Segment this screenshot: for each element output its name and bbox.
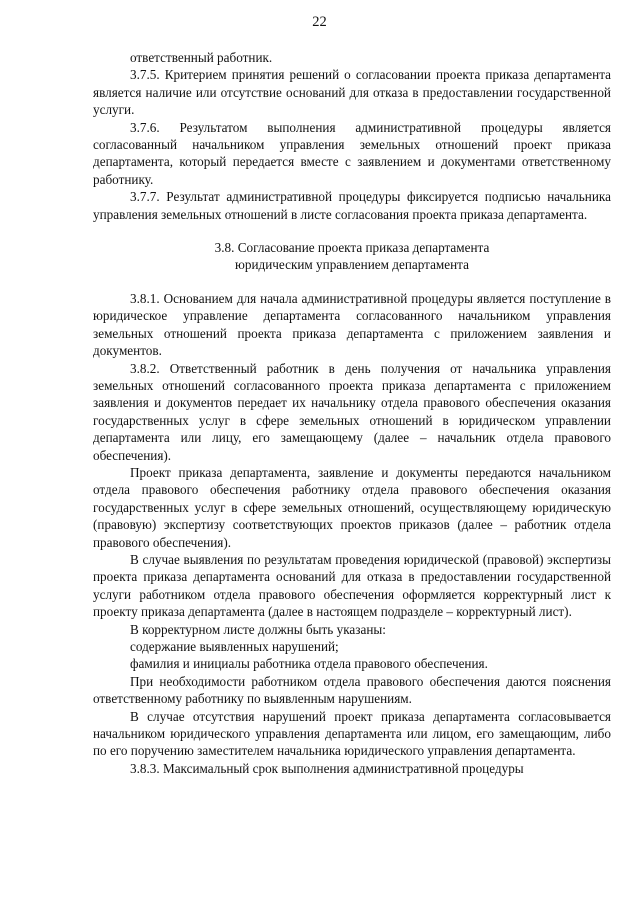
paragraph-list-item-violations: содержание выявленных нарушений; [130,639,339,654]
paragraph-explanations: При необходимости работником отдела правового обеспечения даются пояснения ответственному работнику по выявленным нарушениям. [93,673,611,707]
paragraph-correction-sheet: В случае выявления по результатам проведения юридической (правовой) экспертизы проекта приказа департамента оснований для отказа в предоставлении государственной услуги работником отдела правового обеспечения оформляется корректурный лист к проекту приказа департамента (далее в настоящем подразделе – корректурный лист). [93,551,611,620]
paragraph-3-8-1: 3.8.1. Основанием для начала административной процедуры является поступление в юридическое управление департамента согласованного начальником управления земельных отношений проекта приказа департамента с приложением заявления и документов. [93,290,611,359]
paragraph-3-7-5: 3.7.5. Критерием принятия решений о согласовании проекта приказа департамента является наличие или отсутствие оснований для отказа в предоставлении государственной услуги. [93,67,611,118]
paragraph-responsible-worker-tail: ответственный работник. [130,50,273,65]
section-heading-line-2: юридическим управлением департамента [235,257,469,273]
paragraph-3-7-7: 3.7.7. Результат административной процедуры фиксируется подписью начальника управления земельных отношений в листе согласования проекта приказа департамента. [93,189,611,222]
paragraph-no-violations: В случае отсутствия нарушений проект приказа департамента согласовывается начальником юридического управления департамента или лицом, его замещающим, либо по его поручению заместителем начальника юридического управления департамента. [93,708,611,759]
section-heading-3-8 [93,239,611,274]
paragraph-transfer-to-legal-worker: Проект приказа департамента, заявление и документы передаются начальником отдела правового обеспечения работнику отдела правового обеспечения оказания государственных услуг в сфере земельных отношений, осуществляющему юридическую (правовую) экспертизу соответствующих проектов приказов (далее – работник отдела правового обеспечения). [93,464,611,550]
document-body [93,49,611,777]
section-heading-line-1: 3.8. Согласование проекта приказа департамента [214,240,490,256]
page-number: 22 [312,14,327,30]
paragraph-3-8-2: 3.8.2. Ответственный работник в день получения от начальника управления земельных отношений согласованного проекта приказа департамента с приложением заявления и документов передает их начальнику отдела правового обеспечения оказания государственных услуг в сфере земельных отношений в юридическом управлении департамента или лицу, его замещающему (далее – начальник отдела правового обеспечения). [93,360,611,463]
paragraph-correction-sheet-contents: В корректурном листе должны быть указаны: [130,621,386,637]
paragraph-3-8-3: 3.8.3. Максимальный срок выполнения административной процедуры [130,760,524,776]
paragraph-list-item-name: фамилия и инициалы работника отдела правового обеспечения. [130,656,488,672]
paragraph-3-7-6: 3.7.6. Результатом выполнения административной процедуры является согласованный начальником управления земельных отношений проект приказа департамента, который передается вместе с заявлением и документами ответственному работнику. [93,119,611,187]
